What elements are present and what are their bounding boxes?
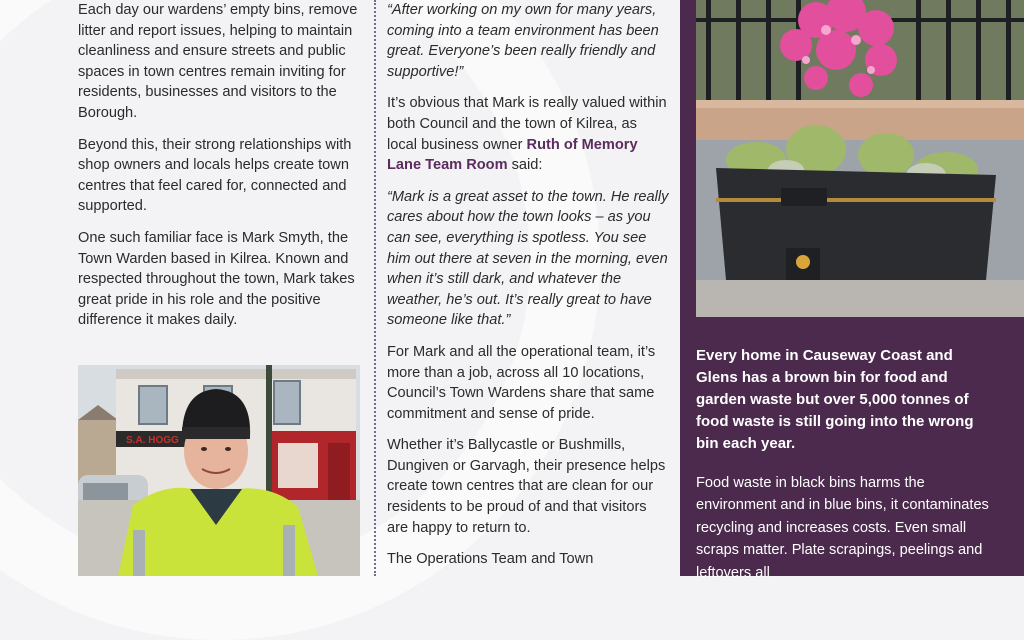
- quote-ruth: “Mark is a great asset to the town. He really cares about how the town looks – as you can see, everything is spotless. You see him out there at seven in the morning, even when it’s still dark, and whatever the weather, he’s out. It’s really great to have someone like that.”: [387, 188, 669, 329]
- paragraph-wardens-duties: Each day our wardens’ empty bins, remove litter and report issues, helping to maintain cleanliness and ensure streets and public spaces in town centres remain inviting for residents, businesses and visitors to the Borough.: [78, 2, 358, 121]
- paragraph-mark-smyth: One such familiar face is Mark Smyth, the Town Warden based in Kilrea. Known and respected throughout the town, Mark takes great pride in his role and the positive difference it makes daily.: [78, 229, 355, 329]
- paragraph-relationships: Beyond this, their strong relationships with shop owners and locals helps create town centres that feel cared for, connected and supported.: [78, 136, 352, 215]
- paragraph-valued-text: It’s obvious that Mark is really valued within both Council and the town of Kilrea, as local business owner: [387, 95, 667, 153]
- planter-photo: [696, 0, 1024, 317]
- food-waste-body: Food waste in black bins harms the environment and in blue bins, it contaminates recycling and increases costs. Even small scraps matter. Plate scrapings, peelings and leftovers all: [696, 475, 989, 581]
- article-column-1: [78, 0, 368, 342]
- paragraph-town-centres: Whether it’s Ballycastle or Bushmills, Dungiven or Garvagh, their presence helps create town centres that are clean for our residents to be proud of and that visitors are happy to return to.: [387, 437, 666, 536]
- planter-photo-illustration: [696, 0, 1024, 317]
- article-column-2: [387, 0, 669, 581]
- paragraph-operational-team: For Mark and all the operational team, it’s more than a job, across all 10 locations, Council’s Town Wardens share that same commitment and sense of pride.: [387, 343, 656, 422]
- food-waste-headline: Every home in Causeway Coast and Glens has a brown bin for food and garden waste but over 5,000 tonnes of food waste is still going into the wrong bin each year.: [696, 347, 974, 452]
- food-waste-sidebar: [680, 0, 1024, 581]
- quote-mark: “After working on my own for many years, coming into a team environment has been great. Everyone’s been really friendly and supportive!”: [387, 2, 659, 80]
- paragraph-valued: [387, 93, 669, 175]
- warden-photo-illustration: [78, 365, 360, 576]
- paragraph-operations-team: The Operations Team and Town: [387, 551, 594, 568]
- warden-photo: [78, 365, 360, 576]
- shop-sign-text: S.A. HOGG: [126, 435, 179, 446]
- paragraph-valued-said: said:: [507, 157, 543, 174]
- column-divider: [374, 0, 376, 576]
- business-owner-name: Ruth of Memory Lane Team Room: [387, 136, 638, 174]
